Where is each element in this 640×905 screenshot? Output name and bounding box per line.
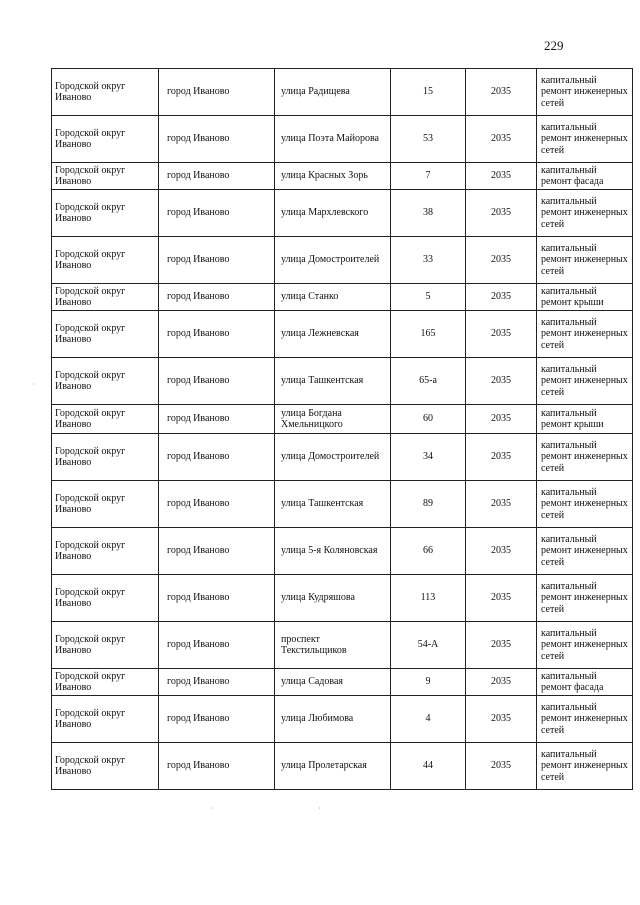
street-cell: улица Кудряшова — [275, 575, 391, 622]
city-cell: город Иваново — [159, 190, 275, 237]
street-cell: улица Пролетарская — [275, 743, 391, 790]
district-cell: Городской округ Иваново — [52, 575, 159, 622]
city-cell: город Иваново — [159, 481, 275, 528]
street-cell: улица Домостроителей — [275, 237, 391, 284]
city-cell: город Иваново — [159, 434, 275, 481]
year-cell: 2035 — [466, 528, 537, 575]
house-number-cell: 33 — [391, 237, 466, 284]
year-cell: 2035 — [466, 69, 537, 116]
table-row — [52, 434, 633, 481]
district-cell: Городской округ Иваново — [52, 696, 159, 743]
city-cell: город Иваново — [159, 358, 275, 405]
year-cell: 2035 — [466, 284, 537, 311]
table-row — [52, 575, 633, 622]
table-row — [52, 163, 633, 190]
table-row — [52, 405, 633, 434]
work-type-cell: капитальный ремонт инженерных сетей — [537, 743, 633, 790]
table-row — [52, 669, 633, 696]
street-cell: улица Радищева — [275, 69, 391, 116]
house-number-cell: 89 — [391, 481, 466, 528]
work-type-cell: капитальный ремонт инженерных сетей — [537, 481, 633, 528]
year-cell: 2035 — [466, 358, 537, 405]
scan-speck: · — [210, 804, 213, 813]
street-cell: улица Домостроителей — [275, 434, 391, 481]
district-cell: Городской округ Иваново — [52, 743, 159, 790]
district-cell: Городской округ Иваново — [52, 528, 159, 575]
street-cell: улица Богдана Хмельницкого — [275, 405, 391, 434]
house-number-cell: 15 — [391, 69, 466, 116]
work-type-cell: капитальный ремонт инженерных сетей — [537, 190, 633, 237]
work-type-cell: капитальный ремонт крыши — [537, 405, 633, 434]
district-cell: Городской округ Иваново — [52, 622, 159, 669]
year-cell: 2035 — [466, 696, 537, 743]
table-row — [52, 528, 633, 575]
work-type-cell: капитальный ремонт инженерных сетей — [537, 237, 633, 284]
street-cell: улица Любимова — [275, 696, 391, 743]
city-cell: город Иваново — [159, 743, 275, 790]
work-type-cell: капитальный ремонт инженерных сетей — [537, 622, 633, 669]
work-type-cell: капитальный ремонт инженерных сетей — [537, 358, 633, 405]
district-cell: Городской округ Иваново — [52, 481, 159, 528]
street-cell: улица 5-я Коляновская — [275, 528, 391, 575]
house-number-cell: 9 — [391, 669, 466, 696]
year-cell: 2035 — [466, 163, 537, 190]
district-cell: Городской округ Иваново — [52, 69, 159, 116]
district-cell: Городской округ Иваново — [52, 434, 159, 481]
house-number-cell: 5 — [391, 284, 466, 311]
street-cell: проспект Текстильщиков — [275, 622, 391, 669]
city-cell: город Иваново — [159, 528, 275, 575]
house-number-cell: 34 — [391, 434, 466, 481]
table-row — [52, 69, 633, 116]
work-type-cell: капитальный ремонт крыши — [537, 284, 633, 311]
scan-speck: · — [318, 804, 321, 813]
district-cell: Городской округ Иваново — [52, 190, 159, 237]
work-type-cell: капитальный ремонт фасада — [537, 669, 633, 696]
street-cell: улица Станко — [275, 284, 391, 311]
work-type-cell: капитальный ремонт фасада — [537, 163, 633, 190]
house-number-cell: 38 — [391, 190, 466, 237]
city-cell: город Иваново — [159, 311, 275, 358]
year-cell: 2035 — [466, 669, 537, 696]
year-cell: 2035 — [466, 575, 537, 622]
city-cell: город Иваново — [159, 669, 275, 696]
table-row — [52, 116, 633, 163]
house-number-cell: 113 — [391, 575, 466, 622]
house-number-cell: 44 — [391, 743, 466, 790]
table-body — [52, 69, 633, 790]
city-cell: город Иваново — [159, 163, 275, 190]
work-type-cell: капитальный ремонт инженерных сетей — [537, 434, 633, 481]
street-cell: улица Поэта Майорова — [275, 116, 391, 163]
year-cell: 2035 — [466, 434, 537, 481]
house-number-cell: 53 — [391, 116, 466, 163]
year-cell: 2035 — [466, 481, 537, 528]
district-cell: Городской округ Иваново — [52, 237, 159, 284]
table-row — [52, 190, 633, 237]
house-number-cell: 4 — [391, 696, 466, 743]
district-cell: Городской округ Иваново — [52, 163, 159, 190]
city-cell: город Иваново — [159, 622, 275, 669]
house-number-cell: 7 — [391, 163, 466, 190]
house-number-cell: 60 — [391, 405, 466, 434]
year-cell: 2035 — [466, 237, 537, 284]
district-cell: Городской округ Иваново — [52, 311, 159, 358]
work-type-cell: капитальный ремонт инженерных сетей — [537, 575, 633, 622]
city-cell: город Иваново — [159, 69, 275, 116]
table-row — [52, 743, 633, 790]
page-number: 229 — [544, 38, 564, 53]
work-type-cell: капитальный ремонт инженерных сетей — [537, 116, 633, 163]
house-number-cell: 54-А — [391, 622, 466, 669]
table-row — [52, 237, 633, 284]
table-row — [52, 696, 633, 743]
year-cell: 2035 — [466, 743, 537, 790]
street-cell: улица Ташкентская — [275, 481, 391, 528]
house-number-cell: 66 — [391, 528, 466, 575]
table-row — [52, 622, 633, 669]
work-type-cell: капитальный ремонт инженерных сетей — [537, 69, 633, 116]
table-row — [52, 358, 633, 405]
district-cell: Городской округ Иваново — [52, 405, 159, 434]
work-type-cell: капитальный ремонт инженерных сетей — [537, 528, 633, 575]
table-row — [52, 284, 633, 311]
house-number-cell: 65-а — [391, 358, 466, 405]
year-cell: 2035 — [466, 622, 537, 669]
street-cell: улица Красных Зорь — [275, 163, 391, 190]
house-number-cell: 165 — [391, 311, 466, 358]
street-cell: улица Ташкентская — [275, 358, 391, 405]
city-cell: город Иваново — [159, 696, 275, 743]
street-cell: улица Мархлевского — [275, 190, 391, 237]
year-cell: 2035 — [466, 190, 537, 237]
scan-speck: · — [32, 380, 35, 389]
table-row — [52, 481, 633, 528]
city-cell: город Иваново — [159, 284, 275, 311]
table-row — [52, 311, 633, 358]
work-type-cell: капитальный ремонт инженерных сетей — [537, 696, 633, 743]
street-cell: улица Садовая — [275, 669, 391, 696]
work-type-cell: капитальный ремонт инженерных сетей — [537, 311, 633, 358]
street-cell: улица Лежневская — [275, 311, 391, 358]
city-cell: город Иваново — [159, 575, 275, 622]
year-cell: 2035 — [466, 116, 537, 163]
repair-schedule-table — [51, 68, 633, 790]
year-cell: 2035 — [466, 311, 537, 358]
city-cell: город Иваново — [159, 116, 275, 163]
year-cell: 2035 — [466, 405, 537, 434]
district-cell: Городской округ Иваново — [52, 358, 159, 405]
city-cell: город Иваново — [159, 405, 275, 434]
district-cell: Городской округ Иваново — [52, 284, 159, 311]
city-cell: город Иваново — [159, 237, 275, 284]
district-cell: Городской округ Иваново — [52, 669, 159, 696]
district-cell: Городской округ Иваново — [52, 116, 159, 163]
